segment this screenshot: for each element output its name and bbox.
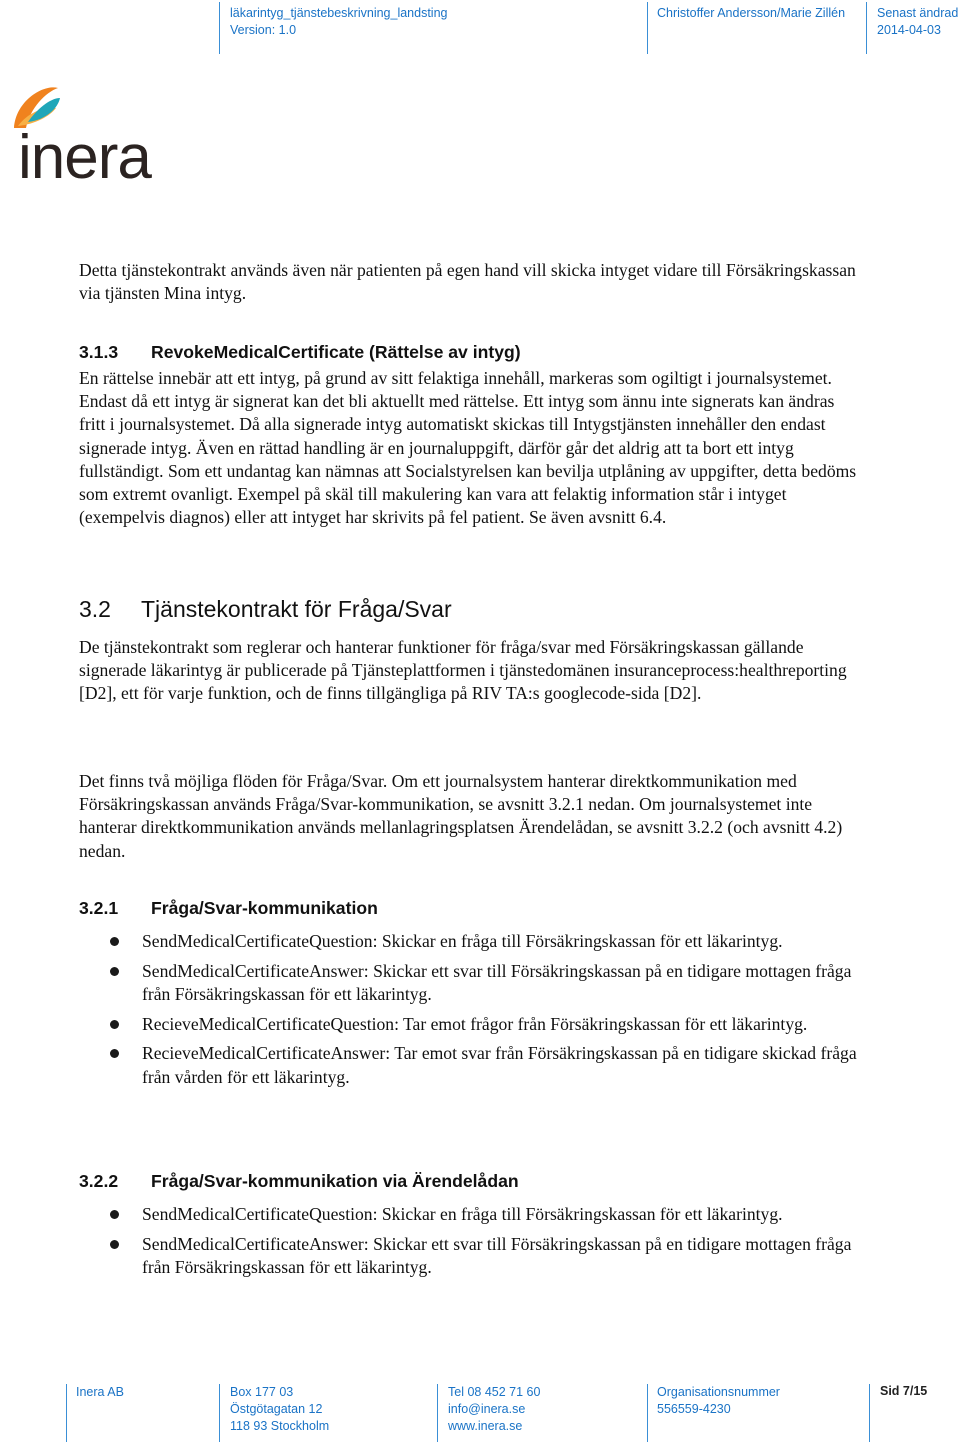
section-heading-3-2-2 [79,1171,519,1192]
header-authors [657,5,845,22]
changed-label: Senast ändrad [877,6,959,20]
bullet-list-3-2-1 [79,930,859,1095]
section-title: Fråga/Svar-kommunikation [151,898,378,918]
footer-divider [437,1384,438,1442]
bullet-icon [110,1240,119,1249]
bullet-icon [110,937,119,946]
header-divider [866,2,867,54]
org-label: Organisationsnummer [657,1385,780,1399]
org-number: 556559-4230 [657,1402,731,1416]
page-number: Sid 7/15 [880,1384,928,1398]
bullet-icon [110,1020,119,1029]
authors: Christoffer Andersson/Marie Zillén [657,6,846,20]
logo-wordmark: inera [18,123,151,192]
section-number: 3.2.2 [79,1171,119,1191]
section-heading-3-1-3 [79,342,521,363]
footer-org [657,1384,780,1418]
list-item: RecieveMedicalCertificateQuestion: Tar emot frågor från Försäkringskassan för ett läkarintyg. [79,1013,859,1036]
list-item: SendMedicalCertificateAnswer: Skickar ett svar till Försäkringskassan på en tidigare mottagen fråga från Försäkringskassan för ett läkarintyg. [79,1233,859,1279]
intro-paragraph: Detta tjänstekontrakt används även när patienten på egen hand vill skicka intyget vidare till Försäkringskassan via tjänsten Mina intyg. [79,260,856,304]
bullet-icon [110,967,119,976]
list-item: SendMedicalCertificateQuestion: Skickar en fråga till Försäkringskassan för ett läkarintyg. [79,1203,859,1226]
list-item: SendMedicalCertificateAnswer: Skickar ett svar till Försäkringskassan på en tidigare mottagen fråga från Försäkringskassan för ett läkarintyg. [79,960,859,1006]
website-link[interactable]: www.inera.se [448,1419,523,1433]
footer-address: Box 177 03 Östgötagatan 12 118 93 Stockholm [230,1385,330,1433]
section-heading-3-2-1 [79,898,378,919]
bullet-icon [110,1049,119,1058]
list-item: SendMedicalCertificateQuestion: Skickar en fråga till Försäkringskassan för ett läkarintyg. [79,930,859,953]
footer-divider [219,1384,220,1442]
email-link[interactable]: info@inera.se [448,1402,526,1416]
changed-date: 2014-04-03 [877,23,941,37]
header-divider [647,2,648,54]
section-3-1-3-body: En rättelse innebär att ett intyg, på grund av sitt felaktiga innehåll, markeras som ogiltigt i journalsystemet. Endast då ett intyg är signerat kan det bli aktuellt med rättelse. Ett intyg som ännu inte signerats kan ändras fritt i journalsystemet. Då alla signerade intyg automatiskt skickas till Intygstjänsten innehåller den endast signerade intyg. Även en rättad handling är en journaluppgift, därför går det aldrig att ta bort ett intyg fullständigt. Som ett undantag kan nämnas att Socialstyrelsen kan bevilja utplåning av uppgifter, detta bedöms som extremt ovanligt. Exempel på skäl till makulering kan vara att felaktig information står i intyget (exempelvis diagnos) eller att intyget har skrivits på fel patient. Se även avsnitt 6.4. [79,368,857,528]
doc-name: läkarintyg_tjänstebeskrivning_landsting [230,6,448,20]
phone: Tel 08 452 71 60 [448,1385,541,1399]
footer-divider [647,1384,648,1442]
header-doc-info [230,5,448,39]
section-number: 3.1.3 [79,342,119,362]
bullet-list-3-2-2 [79,1203,859,1286]
section-number: 3.2.1 [79,898,119,918]
footer-company [76,1384,124,1401]
list-item: RecieveMedicalCertificateAnswer: Tar emot svar från Försäkringskassan på en tidigare skickad fråga från vården för ett läkarintyg. [79,1042,859,1088]
section-heading-3-2 [79,596,452,623]
footer-divider [869,1384,870,1442]
bullet-icon [110,1210,119,1219]
footer-contact [448,1384,540,1435]
header-changed [877,5,958,39]
footer-divider [66,1384,67,1442]
company-name: Inera AB [76,1385,124,1399]
section-3-2-paragraph-2: Det finns två möjliga flöden för Fråga/Svar. Om ett journalsystem hanterar direktkommunikation med Försäkringskassan används Fråga/Svar-kommunikation, se avsnitt 3.2.1 nedan. Om journalsystemet inte hanterar direktkommunikation används mellanlagringsplatsen Ärendelådan, se avsnitt 3.2.2 (och avsnitt 4.2) nedan. [79,771,843,861]
section-3-2-paragraph-1: De tjänstekontrakt som reglerar och hanterar funktioner för fråga/svar med Försäkringskassan gällande signerade läkarintyg är publicerade på Tjänsteplattformen i tjänstedomänen insuranceprocess:healthreporting [D2], ett för varje funktion, och de finns tillgängliga på RIV TA:s googlecode-sida [D2]. [79,637,847,704]
section-number: 3.2 [79,596,111,622]
section-title: Tjänstekontrakt för Fråga/Svar [141,596,452,622]
section-title: RevokeMedicalCertificate (Rättelse av intyg) [151,342,521,362]
section-title: Fråga/Svar-kommunikation via Ärendelådan [151,1171,519,1191]
doc-version: Version: 1.0 [230,23,297,37]
header-divider [219,2,220,54]
